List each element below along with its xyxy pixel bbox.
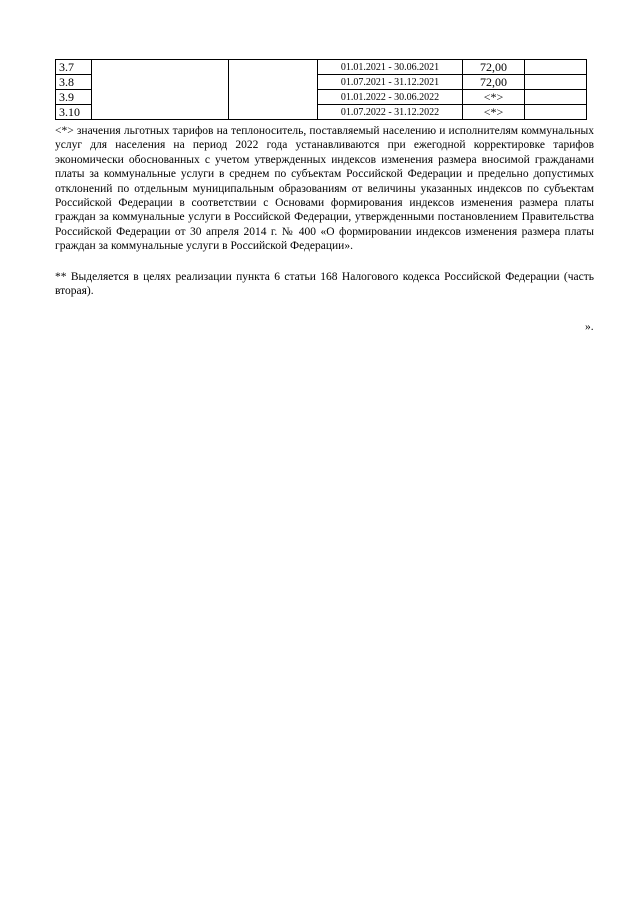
table-row [56, 60, 587, 75]
empty-cell [525, 105, 587, 120]
row-number: 3.7 [56, 60, 92, 75]
row-number: 3.9 [56, 90, 92, 105]
tariff-table [55, 59, 587, 120]
period-cell: 01.01.2022 - 30.06.2022 [318, 90, 463, 105]
footnote-star: <*> значения льготных тарифов на теплоноситель, поставляемый населению и исполнителям коммунальных услуг для населения на период 2022 года устанавливаются при ежегодной корректировке тарифов экономически обоснованных с учетом утвержденных индексов изменения размера вносимой гражданами платы за коммунальные услуги в среднем по субъектам Российской Федерации и предельно допустимых отклонений по отдельным муниципальным образованиям от величины указанных индексов по субъектам Российской Федерации в соответствии с Основами формирования индексов изменения размера платы граждан за коммунальные услуги в Российской Федерации, утвержденными постановлением Правительства Российской Федерации от 30 апреля 2014 г. № 400 «О формировании индексов изменения размера платы граждан за коммунальные услуги в Российской Федерации». [55, 125, 594, 253]
merged-empty-cell [92, 60, 229, 120]
empty-cell [525, 60, 587, 75]
period-cell: 01.07.2021 - 31.12.2021 [318, 75, 463, 90]
value-cell: <*> [463, 105, 525, 120]
row-number: 3.8 [56, 75, 92, 90]
footnote-double-star: ** Выделяется в целях реализации пункта 6 статьи 168 Налогового кодекса Российской Федерации (часть вторая). [55, 270, 594, 298]
closing-quote-mark: ». [585, 321, 594, 333]
footnotes [55, 124, 594, 298]
empty-cell [525, 75, 587, 90]
merged-empty-cell [229, 60, 318, 120]
period-cell: 01.01.2021 - 30.06.2021 [318, 60, 463, 75]
value-cell: 72,00 [463, 75, 525, 90]
value-cell: 72,00 [463, 60, 525, 75]
empty-cell [525, 90, 587, 105]
row-number: 3.10 [56, 105, 92, 120]
period-cell: 01.07.2022 - 31.12.2022 [318, 105, 463, 120]
value-cell: <*> [463, 90, 525, 105]
